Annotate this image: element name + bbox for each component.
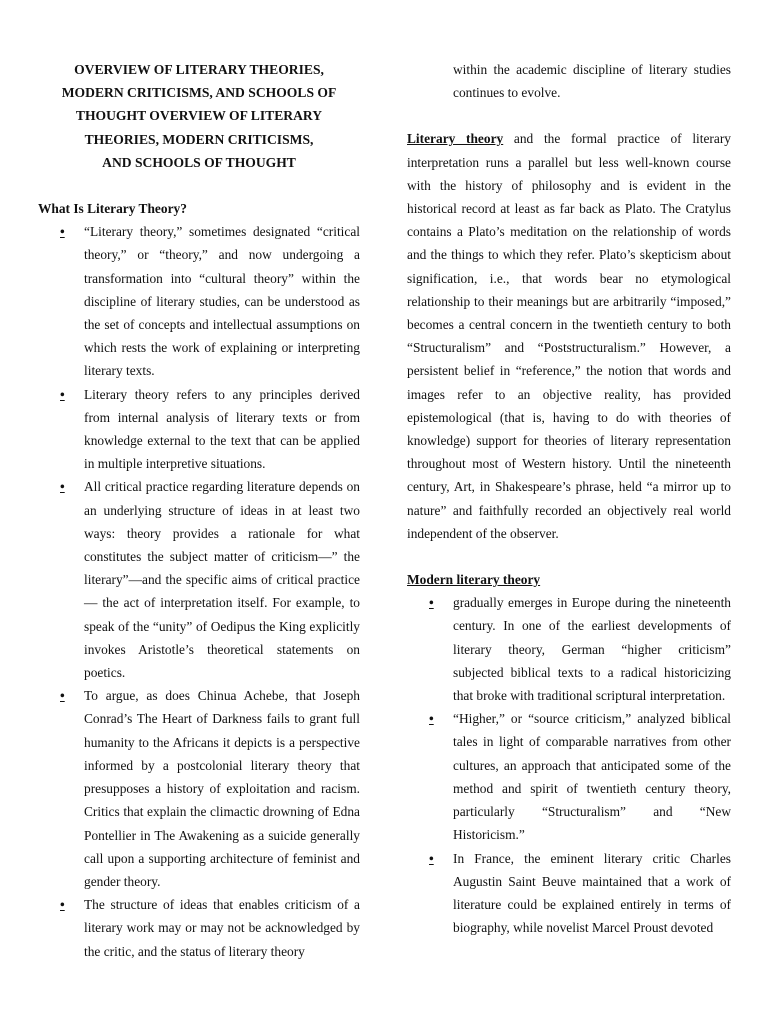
bullet-continuation	[407, 58, 731, 104]
bullet-icon: •	[60, 897, 65, 913]
bullet-list-literary-theory	[38, 220, 360, 963]
list-item	[407, 707, 731, 846]
bullet-list-modern-theory	[407, 591, 731, 939]
list-item	[38, 475, 360, 684]
list-item-text: gradually emerges in Europe during the nineteenth century. In one of the earliest developments of literary theory, German “higher criticism” subjected biblical texts to a radical historicizing that broke with traditional scriptural interpretation.	[453, 595, 731, 704]
bullet-icon: •	[60, 479, 65, 495]
spacer	[407, 545, 731, 568]
list-item-continuation	[407, 58, 731, 104]
list-item-text: The structure of ideas that enables criticism of a literary work may or may not be acknowledged by the critic, and the status of literary theory	[84, 897, 360, 959]
document-title-line-1: OVERVIEW OF LITERARY THEORIES,	[74, 62, 324, 77]
list-item-text: To argue, as does Chinua Achebe, that Joseph Conrad’s The Heart of Darkness fails to grant full humanity to the Africans it depicts is a perspective informed by a postcolonial literary theory that presupposes a history of exploitation and racism. Critics that explain the climactic drowning of Edna Pontellier in The Awakening as a suicide generally call upon a supporting architecture of feminist and gender theory.	[84, 688, 360, 889]
bullet-icon: •	[60, 386, 65, 402]
list-item	[38, 383, 360, 476]
list-item-text: within the academic discipline of literary studies continues to evolve.	[453, 62, 731, 101]
paragraph-literary-theory	[407, 127, 731, 545]
list-item-text: All critical practice regarding literature depends on an underlying structure of ideas in at least two ways: theory provides a rationale for what constitutes the subject matter of criticism—” the literary”—and the specific aims of critical practice— the act of interpretation itself. For example, to speak of the “unity” of Oedipus the King explicitly invokes Aristotle’s theoretical statements on poetics.	[84, 479, 360, 681]
document-title-line-4: THEORIES, MODERN CRITICISMS,	[84, 131, 314, 147]
list-item	[407, 591, 731, 707]
bullet-icon: •	[60, 224, 65, 240]
list-item	[38, 893, 360, 963]
bullet-icon: •	[429, 595, 434, 611]
left-column	[38, 58, 360, 963]
document-title-line-5: AND SCHOOLS OF THOUGHT	[102, 154, 296, 170]
bullet-icon: •	[429, 850, 434, 866]
spacer	[407, 104, 731, 127]
right-column	[407, 58, 731, 939]
paragraph-lead-term: Literary theory	[407, 131, 504, 147]
bullet-icon: •	[429, 711, 434, 727]
list-item	[407, 847, 731, 940]
spacer	[38, 174, 360, 197]
list-item-text: Literary theory refers to any principles derived from internal analysis of literary texts or from knowledge external to the text that can be applied in multiple interpretive situations.	[84, 386, 360, 472]
list-item	[38, 684, 360, 893]
section-heading-what-is-literary-theory: What Is Literary Theory?	[38, 201, 187, 217]
document-title-line-2: MODERN CRITICISMS, AND SCHOOLS OF	[61, 85, 337, 101]
document-title-line-3: THOUGHT OVERVIEW OF LITERARY	[75, 108, 323, 124]
list-item-text: “Higher,” or “source criticism,” analyzed biblical tales in light of comparable narratives from other cultures, an approach that anticipated some of the method and spirit of twentieth century theory, particularly “Structuralism” and “New Historicism.”	[453, 711, 731, 843]
bullet-icon: •	[60, 688, 65, 704]
section-heading-modern-literary-theory: Modern literary theory	[407, 572, 541, 588]
list-item	[38, 220, 360, 382]
paragraph-body: and the formal practice of literary interpretation runs a parallel but less well-known course with the history of philosophy and is evident in the historical record at least as far back as Plato. The Cratylus contains a Plato’s meditation on the relationship of words and the things to which they refer. Plato’s skepticism about signification, i.e., that words bear no etymological relationship to their meanings but are arbitrarily “imposed,” becomes a central concern in the twentieth century to both “Structuralism” and “Poststructuralism.” However, a persistent belief in “reference,” the notion that words and images refer to an objective reality, has provided epistemological (that is, having to do with theories of knowledge) support for theories of literary representation throughout most of Western history. Until the nineteenth century, Art, in Shakespeare’s phrase, held “a mirror up to nature” and faithfully recorded an objectively real world independent of the observer.	[407, 131, 731, 541]
list-item-text: In France, the eminent literary critic Charles Augustin Saint Beuve maintained that a work of literature could be explained entirely in terms of biography, while novelist Marcel Proust devoted	[453, 850, 731, 936]
list-item-text: “Literary theory,” sometimes designated “critical theory,” or “theory,” and now undergoing a transformation into “cultural theory” within the discipline of literary studies, can be understood as the set of concepts and intellectual assumptions on which rests the work of explaining or interpreting literary texts.	[84, 224, 360, 379]
